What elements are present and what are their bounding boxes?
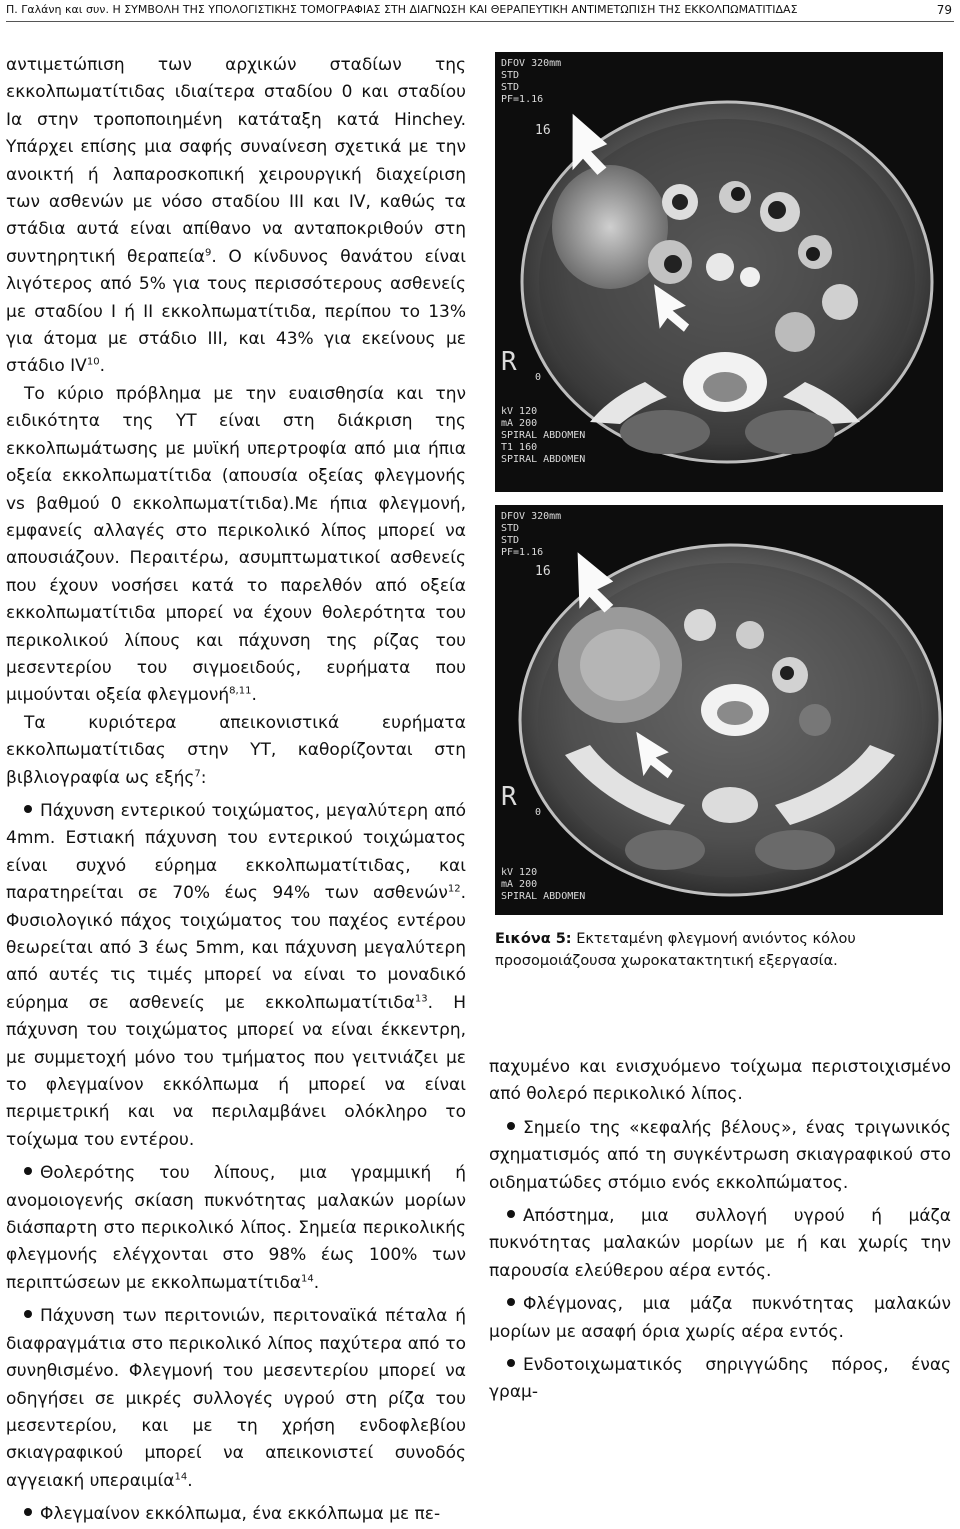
bullet-fat-stranding — [6, 1160, 466, 1297]
bullet-text: Φλεγμαίνον εκκόλπωμα, ένα εκκόλπωμα με πε- — [40, 1504, 441, 1525]
citation: 8,11 — [229, 685, 252, 697]
bullet-text: Θολερότης του λίπους, μια γραμμική ή ανομοιογενής σκίαση πυκνότητας μαλακών μορίων διάσπαρτη στο περικολικό λίπος. Σημεία περικολικής φλεγμονής ελέγχονται στο 98% έως 100% των περιπτώσεων με εκκολπωματίτιδα — [6, 1163, 466, 1293]
ct-orientation-label: R — [501, 782, 517, 812]
ct-tech-label: kV 120 — [501, 867, 538, 878]
caption-label: Εικόνα 5: — [495, 931, 572, 947]
bullet-text: Πάχυνση εντερικού τοιχώματος, μεγαλύτερη από 4mm. Εστιακή πάχυνση του εντερικού τοιχώματος είναι συχνό εύρημα εκκολπωματίτιδας, και παρατηρείται σε 70% έως 94% των ασθενών — [6, 800, 466, 904]
bullet-icon — [24, 1310, 32, 1318]
bullet-fascia-thickening — [6, 1303, 466, 1495]
ct-tech-label: SPIRAL ABDOMEN — [501, 430, 586, 441]
ct-label: 0 — [535, 372, 542, 383]
ct-tech-label: SPIRAL ABDOMEN — [501, 454, 586, 465]
paragraph-text: αντιμετώπιση των αρχικών σταδίων της εκκολπωματίτιδας ιδιαίτερα σταδίου 0 και σταδίου Ια στην τροποποιημένη κατάταξη κατά Hinchey. Υπάρχει επίσης μια σαφής συναίνεση σχετικά με την ανοικτή ή λαπαροσκοπική χειρουργική διαχείριση των ασθενών με νόσο σταδίου III και IV, καθώς τα στάδια αυτά είναι απίθανο να ανταποκριθούν στη συντηρητική θεραπεία — [6, 55, 466, 267]
ct-orientation-label: R — [501, 347, 517, 377]
citation: 10 — [86, 356, 100, 368]
citation: 14 — [300, 1273, 314, 1285]
ct-scan-graphic — [495, 505, 943, 915]
ct-label: DFOV 320mm — [501, 58, 562, 69]
bullet-icon — [507, 1298, 515, 1306]
paragraph-text: : — [200, 767, 207, 788]
citation: 13 — [414, 993, 428, 1005]
ct-label: DFOV 320mm — [501, 511, 562, 522]
ct-label: 16 — [535, 564, 551, 579]
figure-caption — [495, 928, 943, 972]
paragraph-continuation: παχυμένο και ενισχυόμενο τοίχωμα περιστοιχισμένο από θολερό περικολικό λίπος. — [489, 1057, 951, 1105]
bullet-phlegmon — [489, 1291, 951, 1346]
bullet-text: Πάχυνση των περιτονιών, περιτοναϊκά πέταλα ή διαφραγμάτια στο περικολικό λίπος παχύτερα από το συνηθισμένο. Φλεγμονή του μεσεντερίου μπορεί να οδηγήσει σε μικρές συλλογές υγρού στη ρίζα του μεσεντερίου, και με τη χρήση ενδοφλεβίου σκιαγραφικού μπορεί να απεικονιστεί συνοδός αγγειακή υπεραιμία — [6, 1306, 466, 1491]
page-number: 79 — [936, 3, 952, 17]
bullet-icon — [24, 1508, 32, 1516]
bullet-text: Σημείο της «κεφαλής βέλους», ένας τριγωνικός σχηματισμός από τη συγκέντρωση σκιαγραφικού στο οιδηματώδες στόμιο ενός εκκολπώματος. — [489, 1117, 951, 1193]
ct-scan-image-upper — [495, 52, 943, 492]
bullet-intramural-sinus — [489, 1352, 951, 1407]
citation: 14 — [174, 1471, 188, 1483]
header-rule — [6, 21, 954, 22]
caption-text: Εκτεταμένη φλεγμονή ανιόντος κόλου προσομοιάζουσα χωροκατακτητική εξεργασία. — [495, 931, 856, 969]
ct-tech-label: SPIRAL ABDOMEN — [501, 891, 586, 902]
citation: 12 — [447, 883, 461, 895]
bullet-icon — [24, 1167, 32, 1175]
paragraph-findings — [6, 710, 466, 792]
ct-label: STD — [501, 70, 520, 81]
paragraph-text: Το κύριο πρόβλημα με την ευαισθησία και την ειδικότητα της ΥΤ είναι στη διάκριση της εκκολπωμάτωσης με μυϊκή υπερτροφία από μια ήπια οξεία εκκολπωματίτιδα (απουσία οξείας φλεγμονής vs βαθμού 0 εκκολπωματίτιδα).Με ήπια φλεγμονή, εμφανείς αλλαγές στο περικολικό λίπος μπορεί να απουσιάζουν. Περαιτέρω, ασυμπτωματικοί ασθενείς που έχουν νοσήσει κατά το παρελθόν από οξεία εκκολπωματίτιδα μπορεί να έχουν θολερότητα του περικολικού λίπους και πάχυνση της ρίζας του μεσεντερίου του σιγμοειδούς, ευρήματα που μιμούνται οξεία φλεγμονή — [6, 383, 466, 706]
paragraph-text: . Ο κίνδυνος θανάτου είναι λιγότερος από 5% για τους περισσότερους ασθενείς με σταδίου I ή II εκκολπωματίτιδα, περίπου το 13% για άτομα με στάδιο III, και 43% για εκείνους με στάδιο IV — [6, 246, 466, 377]
bullet-text: . Η πάχυνση του τοιχώματος μπορεί να είναι έκκεντρη, με συμμετοχή μόνο του τμήματος που γειτνιάζει με το φλεγμαίνον εκκόλπωμα ή μπορεί να είναι περιμετρική και να περιλαμβάνει ολόκληρο το τοίχωμα του εντέρου. — [6, 992, 466, 1150]
running-header-title: Π. Γαλάνη και συν. Η ΣΥΜΒΟΛΗ ΤΗΣ ΥΠΟΛΟΓΙΣΤΙΚΗΣ ΤΟΜΟΓΡΑΦΙΑΣ ΣΤΗ ΔΙΑΓΝΩΣΗ ΚΑΙ ΘΕΡΑΠΕΥΤΙΚΗ ΑΝΤΙΜΕΤΩΠΙΣΗ ΤΗΣ ΕΚΚΟΛΠΩΜΑΤΙΤΙΔΑΣ — [6, 3, 798, 16]
ct-scan-image-lower — [495, 505, 943, 915]
ct-tech-label: mA 200 — [501, 418, 538, 429]
bullet-text: . Φυσιολογικό πάχος τοιχώματος του παχέος εντέρου θεωρείται από 3 έως 5mm, και πάχυνση μεγαλύτερη από αυτές τις τιμές μπορεί να είναι το μοναδικό εύρημα σε ασθενείς με εκκολπωματίτιδα — [6, 883, 466, 1013]
paragraph-sensitivity — [6, 381, 466, 710]
ct-label: STD — [501, 82, 520, 93]
bullet-wall-thickening — [6, 798, 466, 1154]
ct-label: STD — [501, 535, 520, 546]
bullet-inflamed-diverticulum — [6, 1501, 466, 1528]
bullet-abscess — [489, 1203, 951, 1285]
bullet-arrowhead-sign — [489, 1115, 951, 1197]
right-column — [489, 1054, 951, 1407]
bullet-text: . — [313, 1272, 320, 1293]
ct-label: PF=1.16 — [501, 547, 544, 558]
bullet-text: Ενδοτοιχωματικός σηριγγώδης πόρος, ένας γραμ- — [489, 1355, 951, 1403]
bullet-icon — [507, 1210, 515, 1218]
bullet-text: . — [187, 1470, 193, 1491]
citation: 9 — [205, 247, 212, 259]
bullet-icon — [24, 805, 32, 813]
citation: 7 — [194, 767, 201, 779]
ct-label: 0 — [535, 807, 542, 818]
ct-label: 16 — [535, 123, 551, 138]
ct-tech-label: kV 120 — [501, 406, 538, 417]
ct-label: PF=1.16 — [501, 94, 544, 105]
paragraph-text: . — [251, 685, 257, 706]
paragraph-text: Τα κυριότερα απεικονιστικά ευρήματα εκκολπωματίτιδας στην ΥΤ, καθορίζονται στη βιβλιογραφία ως εξής — [6, 712, 466, 788]
bullet-icon — [507, 1359, 515, 1367]
bullet-text: Απόστημα, μια συλλογή υγρού ή μάζα πυκνότητας μαλακών μορίων με ή και χωρίς την παρουσία ελεύθερου αέρα εντός. — [489, 1206, 951, 1281]
left-column — [6, 52, 466, 1529]
paragraph-text: . — [99, 356, 105, 377]
ct-tech-label: mA 200 — [501, 879, 538, 890]
paragraph-hinchey — [6, 52, 466, 381]
ct-label: STD — [501, 523, 520, 534]
ct-scan-graphic — [495, 52, 943, 492]
bullet-icon — [507, 1122, 515, 1130]
bullet-text: Φλέγμονας, μια μάζα πυκνότητας μαλακών μορίων με ασαφή όρια χωρίς αέρα εντός. — [489, 1294, 951, 1342]
ct-tech-label: T1 160 — [501, 442, 538, 453]
running-header — [6, 0, 954, 20]
